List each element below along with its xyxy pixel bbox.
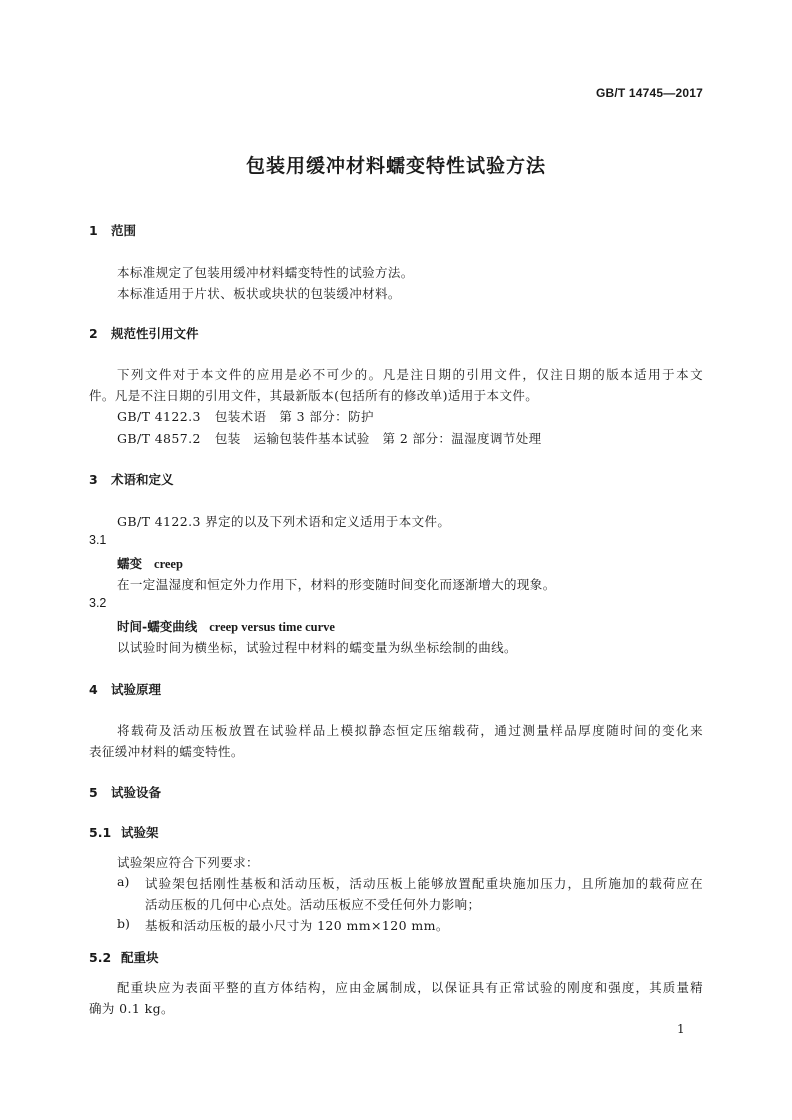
term-definition-creep-curve: 以试验时间为横坐标，试验过程中材料的蠕变量为纵坐标绘制的曲线。 xyxy=(117,640,517,655)
term-definition-creep: 在一定温湿度和恒定外力作用下，材料的形变随时间变化而逐渐增大的现象。 xyxy=(117,577,556,592)
reference-item xyxy=(117,429,542,447)
section-title: 试验原理 xyxy=(111,682,162,697)
section-number: 1 xyxy=(89,223,98,238)
section-title: 规范性引用文件 xyxy=(111,326,199,341)
section-heading-1 xyxy=(89,221,136,239)
section-heading-5 xyxy=(89,783,161,801)
reference-code: GB/T 4857.2 xyxy=(117,431,201,446)
list-item-b-line-1: 基板和活动压板的最小尺寸为 120 mm×120 mm。 xyxy=(145,918,449,933)
section-heading-4 xyxy=(89,680,161,698)
weight-line-1: 配重块应为表面平整的直方体结构，应由金属制成，以保证具有正常试验的刚度和强度，其质量精 xyxy=(117,980,703,995)
term-entry-creep xyxy=(117,554,183,572)
terms-intro: GB/T 4122.3 界定的以及下列术语和定义适用于本文件。 xyxy=(117,514,451,529)
section-title: 试验设备 xyxy=(111,785,162,800)
term-number-3-1: 3.1 xyxy=(89,533,107,547)
subsection-number: 5.1 xyxy=(89,825,112,840)
term-english: creep xyxy=(154,557,183,571)
principle-line-1: 将载荷及活动压板放置在试验样品上模拟静态恒定压缩载荷，通过测量样品厚度随时间的变化来 xyxy=(117,723,703,738)
reference-item xyxy=(117,407,374,425)
subsection-heading-5-1 xyxy=(89,823,159,841)
list-item-a-line-1: 试验架包括刚性基板和活动压板，活动压板上能够放置配重块施加压力，且所施加的载荷应在 xyxy=(145,876,703,891)
section-title: 范围 xyxy=(111,223,137,238)
reference-code: GB/T 4122.3 xyxy=(117,409,201,424)
section-number: 2 xyxy=(89,326,98,341)
document-title: 包装用缓冲材料蠕变特性试验方法 xyxy=(245,155,546,177)
list-item-label-a: a) xyxy=(117,874,130,889)
section-title: 术语和定义 xyxy=(111,472,174,487)
rack-requirements-intro: 试验架应符合下列要求： xyxy=(117,855,259,870)
reference-title: 包装 运输包装件基本试验 第 2 部分：温湿度调节处理 xyxy=(214,431,542,446)
section-heading-3 xyxy=(89,470,174,488)
page-number: 1 xyxy=(677,1022,685,1036)
scope-paragraph-2: 本标准适用于片状、板状或块状的包装缓冲材料。 xyxy=(117,286,401,301)
weight-line-2: 确为 0.1 kg。 xyxy=(89,1001,174,1016)
section-number: 5 xyxy=(89,785,98,800)
normative-paragraph-line-1: 下列文件对于本文件的应用是必不可少的。凡是注日期的引用文件，仅注日期的版本适用于本文 xyxy=(117,367,703,382)
list-item-label-b: b) xyxy=(117,916,130,931)
section-number: 4 xyxy=(89,682,98,697)
normative-paragraph-line-2: 件。凡是不注日期的引用文件，其最新版本(包括所有的修改单)适用于本文件。 xyxy=(89,388,539,403)
subsection-title: 试验架 xyxy=(121,825,159,840)
term-number-3-2: 3.2 xyxy=(89,596,107,610)
subsection-heading-5-2 xyxy=(89,948,159,966)
scope-paragraph-1: 本标准规定了包装用缓冲材料蠕变特性的试验方法。 xyxy=(117,265,414,280)
standard-code: GB/T 14745—2017 xyxy=(595,86,703,100)
term-chinese: 蠕变 xyxy=(117,556,143,571)
term-chinese: 时间-蠕变曲线 xyxy=(117,619,198,634)
term-english: creep versus time curve xyxy=(209,620,335,634)
reference-title: 包装术语 第 3 部分：防护 xyxy=(214,409,374,424)
term-entry-creep-curve xyxy=(117,617,335,635)
subsection-title: 配重块 xyxy=(121,950,159,965)
section-number: 3 xyxy=(89,472,98,487)
list-item-a-line-2: 活动压板的几何中心点处。活动压板应不受任何外力影响； xyxy=(145,897,481,912)
subsection-number: 5.2 xyxy=(89,950,112,965)
section-heading-2 xyxy=(89,324,199,342)
principle-line-2: 表征缓冲材料的蠕变特性。 xyxy=(89,744,244,759)
